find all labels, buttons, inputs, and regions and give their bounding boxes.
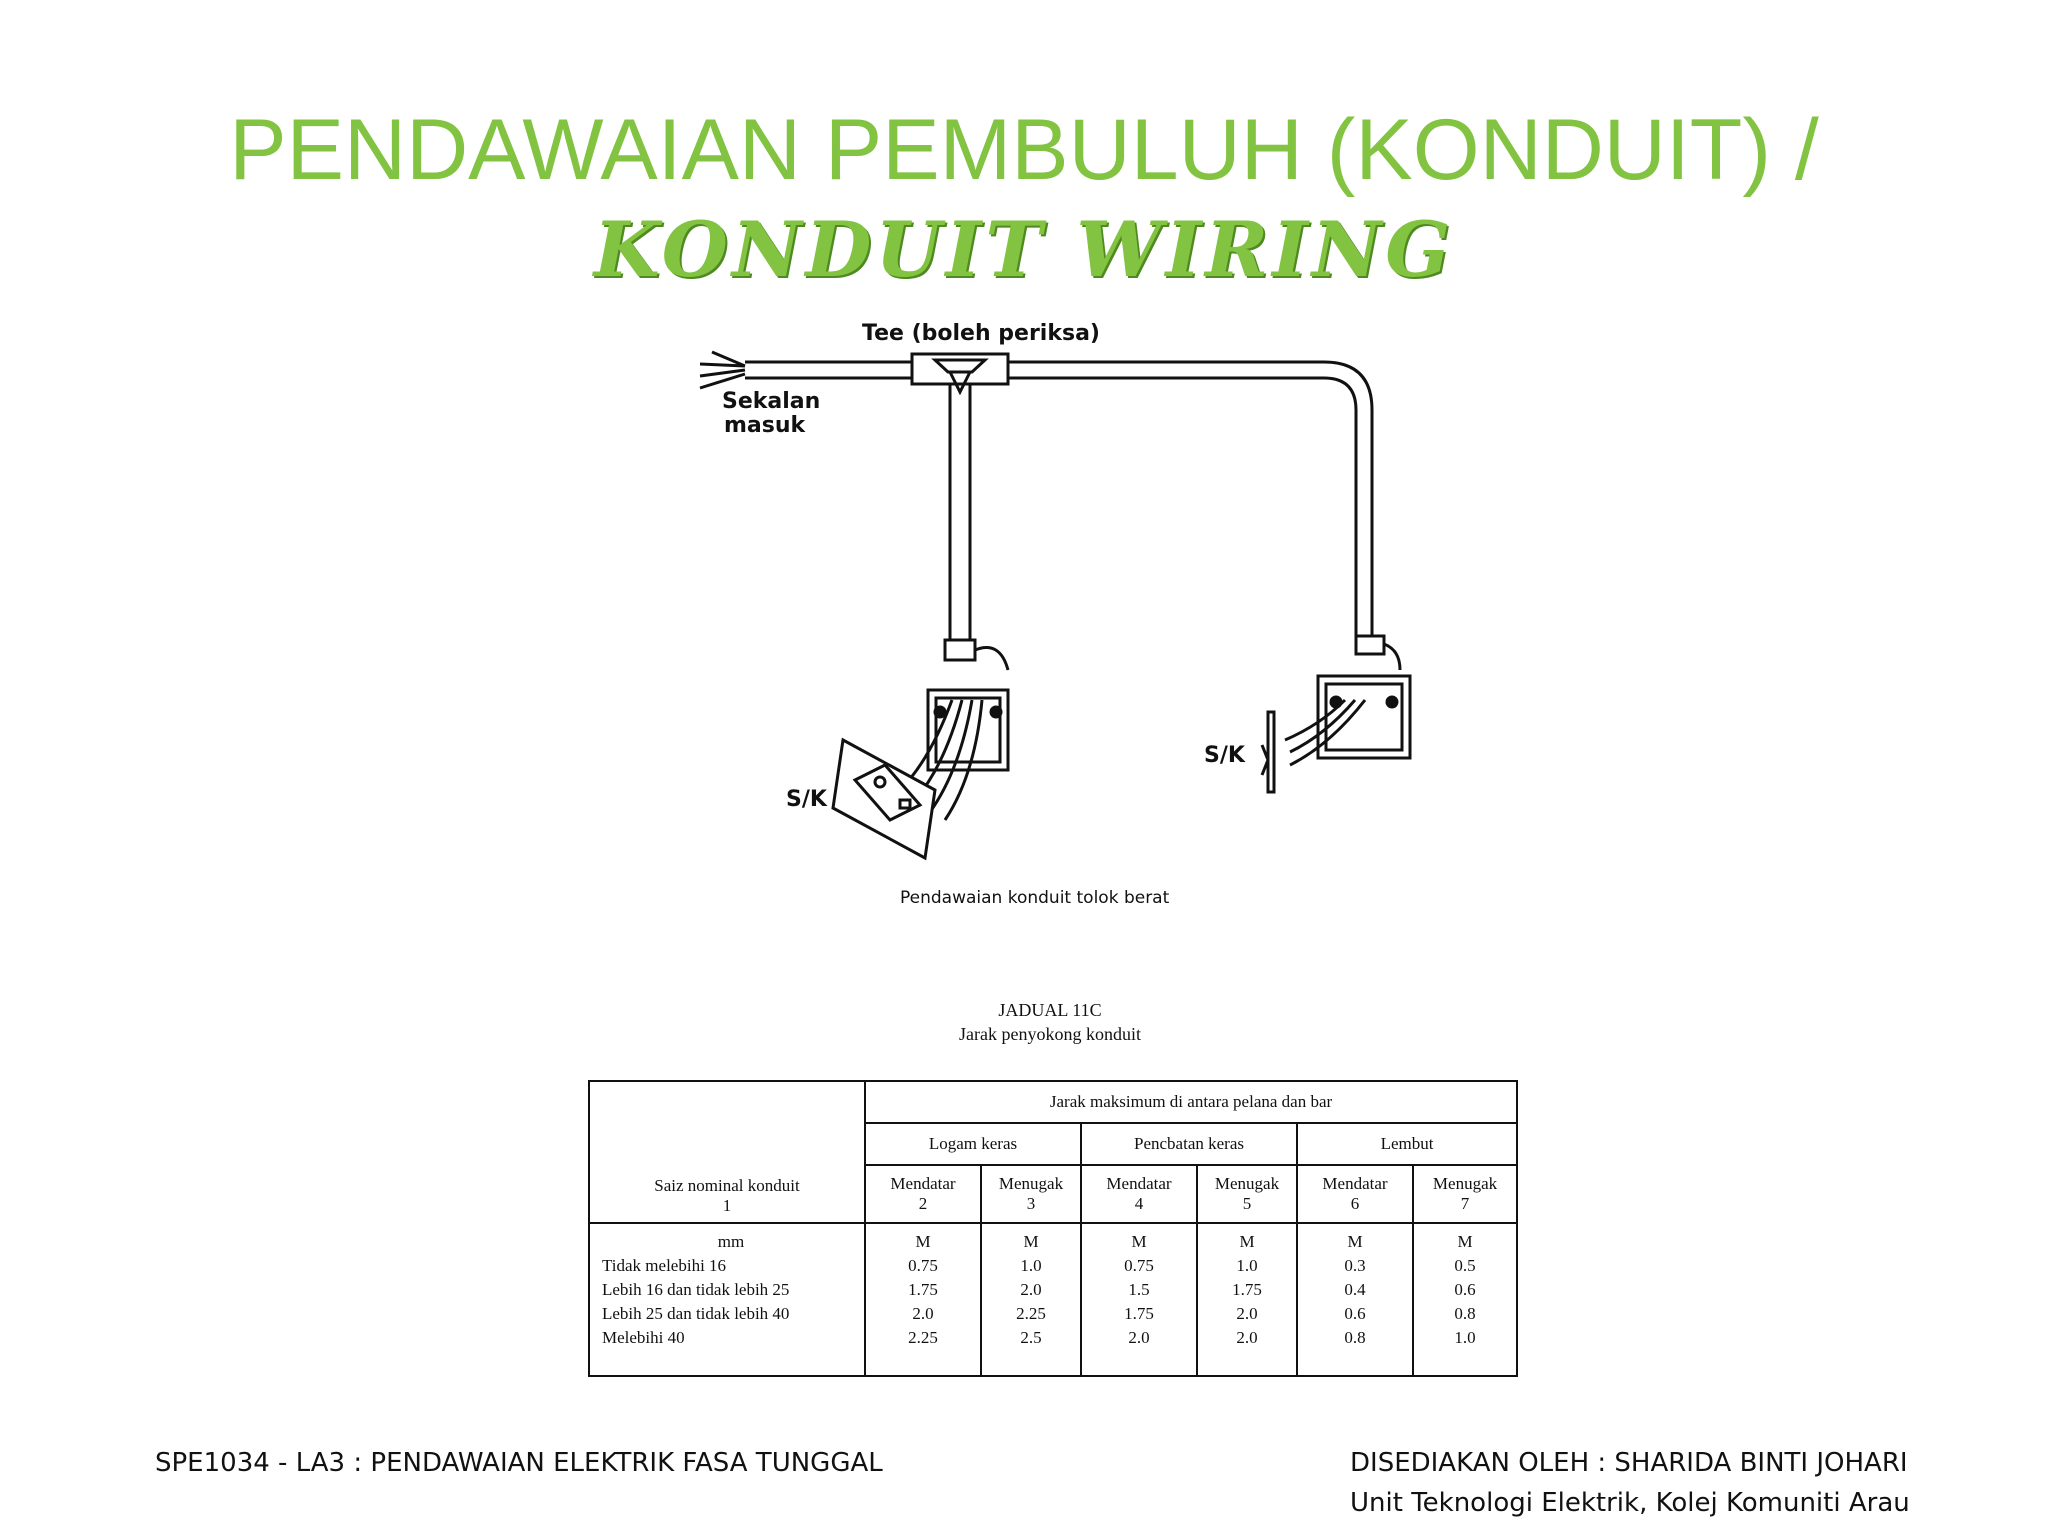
value-cell: 0.6 [1344,1304,1366,1323]
row-header-cell [589,1081,865,1223]
value-cell: 1.0 [1236,1256,1258,1275]
conduit-run-right [1008,362,1372,636]
size-column [589,1223,865,1376]
column-header: Menugak 3 [981,1165,1081,1223]
value-cell: 2.5 [1020,1328,1042,1347]
column-header: Menugak 5 [1197,1165,1297,1223]
size-row: Lebih 16 dan tidak lebih 25 [602,1280,790,1299]
value-cell: 0.6 [1454,1280,1476,1299]
value-cell: 2.25 [1016,1304,1046,1323]
value-cell: 0.75 [908,1256,938,1275]
value-cell: 0.8 [1454,1304,1476,1323]
value-cell: 1.0 [1454,1328,1476,1347]
value-cell: 1.75 [1124,1304,1154,1323]
value-cell: 1.5 [1128,1280,1150,1299]
footer-course: SPE1034 - LA3 : PENDAWAIAN ELEKTRIK FASA TUNGGAL [155,1448,883,1478]
column-header: Menugak 7 [1413,1165,1517,1223]
footer-unit: Unit Teknologi Elektrik, Kolej Komuniti Arau [1350,1488,1910,1518]
size-row: Melebihi 40 [602,1328,685,1347]
footer-author: DISEDIAKAN OLEH : SHARIDA BINTI JOHARI [1350,1448,1908,1478]
sk-right-label: S/K [1204,743,1245,768]
conduit-support-table [588,1080,1518,1377]
switch-plate [1268,712,1274,792]
conduit-drop-left [950,384,970,640]
group-header: Lembut [1297,1123,1517,1165]
conduit-run-left [745,362,912,378]
diagram-caption: Pendawaian konduit tolok berat [900,888,1170,908]
sk-left-label: S/K [786,787,827,812]
incoming-wires [700,352,745,388]
group-header: Logam keras [865,1123,1081,1165]
value-cell: 1.75 [1232,1280,1262,1299]
value-column: M 1.0 1.75 2.0 2.0 [1197,1223,1297,1376]
value-column: M 0.75 1.75 2.0 2.25 [865,1223,981,1376]
value-cell: 1.0 [1020,1256,1042,1275]
value-cell: 0.3 [1344,1256,1366,1275]
box-right [1318,676,1410,758]
size-row: Tidak melebihi 16 [602,1256,727,1275]
value-column: M 1.0 2.0 2.25 2.5 [981,1223,1081,1376]
value-column: M 0.3 0.4 0.6 0.8 [1297,1223,1413,1376]
table-caption-title: JADUAL 11C [998,1000,1102,1020]
table-caption-subtitle: Jarak penyokong konduit [959,1024,1141,1044]
value-cell: 0.4 [1344,1280,1366,1299]
column-header: Mendatar 6 [1297,1165,1413,1223]
value-cell: 2.25 [908,1328,938,1347]
value-column: M 0.5 0.6 0.8 1.0 [1413,1223,1517,1376]
slide-title: PENDAWAIAN PEMBULUH (KONDUIT) / [229,102,1819,198]
row-header-num: 1 [722,1196,732,1215]
value-column: M 0.75 1.5 1.75 2.0 [1081,1223,1197,1376]
column-header: Mendatar 2 [865,1165,981,1223]
value-cell: 2.0 [1236,1304,1258,1323]
group-header: Pencbatan keras [1081,1123,1297,1165]
value-cell: 2.0 [1020,1280,1042,1299]
incoming-label-2: masuk [724,413,806,438]
value-cell: 0.8 [1344,1328,1366,1347]
value-cell: 2.0 [912,1304,934,1323]
unit-mm: mm [717,1232,745,1251]
value-cell: 2.0 [1128,1328,1150,1347]
header-main: Jarak maksimum di antara pelana dan bar [865,1081,1517,1123]
slide-subtitle: KONDUIT WIRING [593,205,1455,294]
tee-label: Tee (boleh periksa) [862,321,1100,346]
value-cell: 0.75 [1124,1256,1154,1275]
value-cell: 1.75 [908,1280,938,1299]
row-header-label: Saiz nominal konduit [654,1176,800,1195]
value-cell: 2.0 [1236,1328,1258,1347]
size-row: Lebih 25 dan tidak lebih 40 [602,1304,790,1323]
value-cell: 0.5 [1454,1256,1476,1275]
socket-outlet [833,740,935,858]
incoming-label: Sekalan [722,389,821,414]
column-header: Mendatar 4 [1081,1165,1197,1223]
